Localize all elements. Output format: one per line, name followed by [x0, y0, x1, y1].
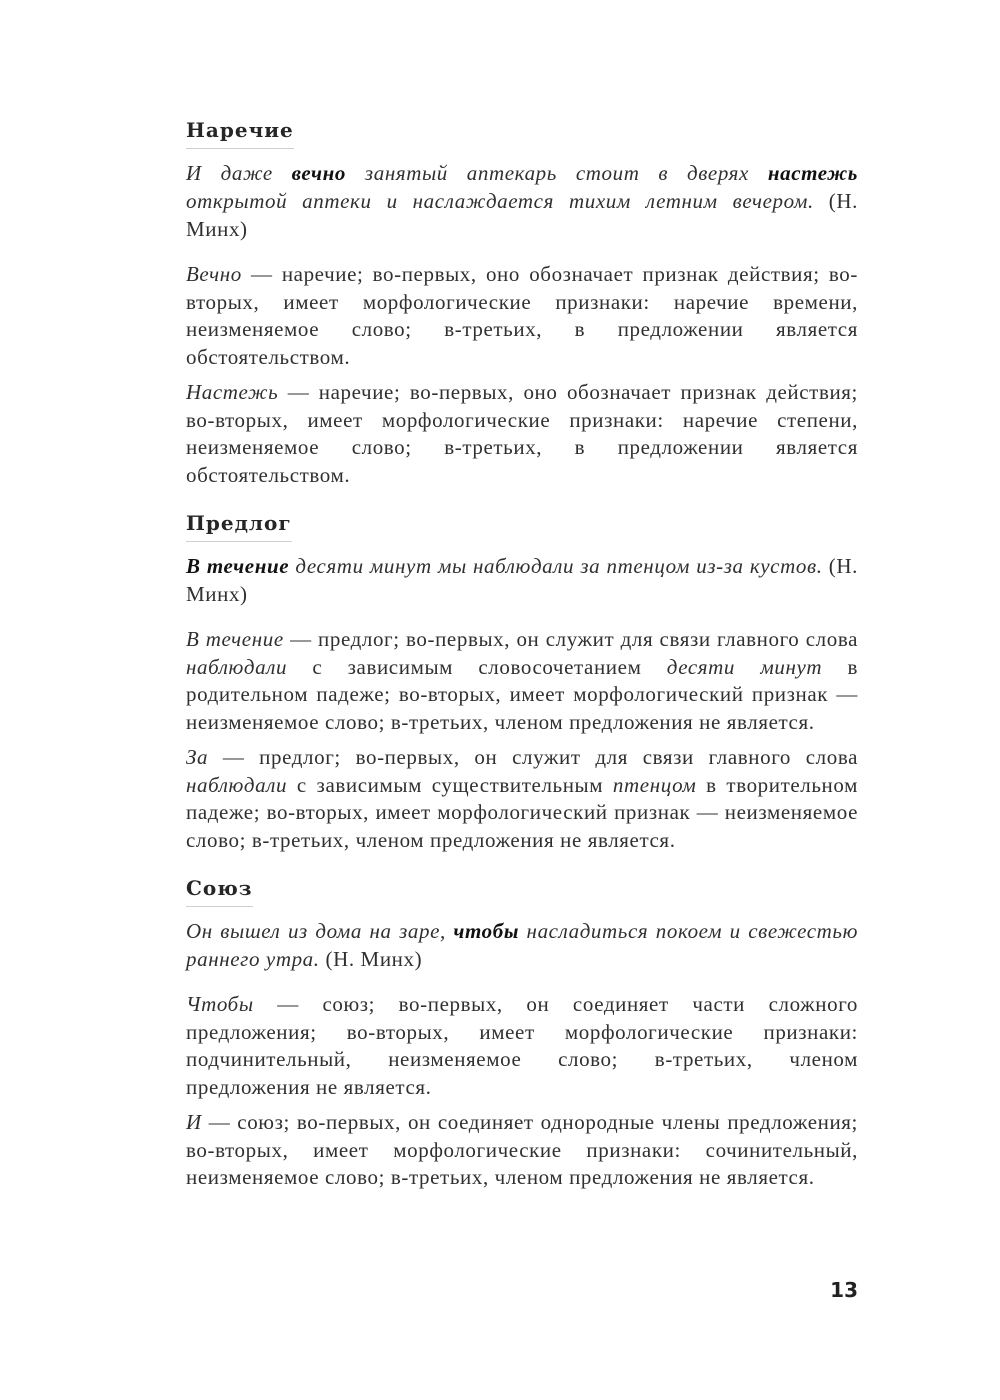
analysis-text: — союз; во-первых, он соединяет однородные члены предложения; во-вторых, имеет морфологические признаки: сочинительный, неизменяемое слово; в-третьих, членом предложения не является. — [186, 1110, 858, 1189]
analysis-term: Вечно — [186, 262, 242, 286]
example-highlight: вечно — [291, 161, 347, 185]
analysis-term: Чтобы — [186, 992, 254, 1016]
analysis-text: с зависимым существительным — [287, 772, 613, 797]
analysis-italic: птенцом — [612, 772, 697, 797]
analysis-text: в творительном падеже; во-вторых, имеет морфологический признак — неизменяемое слово; в-третьих, членом предложения не является. — [186, 772, 858, 852]
example-text: насладиться покоем и свежестью раннего утра. — [186, 919, 858, 971]
example-highlight: настежь — [767, 161, 858, 185]
section-preposition — [186, 511, 858, 854]
section-heading: Союз — [186, 876, 253, 907]
section-heading: Предлог — [186, 511, 292, 542]
analysis-term: Настежь — [186, 380, 279, 404]
example-text: десяти минут мы наблюдали за птенцом из-за кустов. — [289, 554, 823, 578]
analysis-italic: десяти минут — [666, 654, 823, 679]
page-content — [186, 118, 858, 1214]
example-sentence — [186, 159, 858, 243]
analysis-text: — наречие; во-первых, оно обозначает признак действия; во-вторых, имеет морфологические признаки: наречие степени, неизменяемое слово; в-третьих, в предложении является обстоятельством. — [186, 380, 858, 487]
example-source: (Н. Минх) — [319, 947, 423, 971]
example-source: (Н. Минх) — [186, 189, 858, 241]
section-conjunction — [186, 876, 858, 1192]
analysis-text: с зависимым словосочетанием — [287, 654, 667, 679]
analysis-italic: наблюдали — [186, 654, 288, 679]
analysis-italic: наблюдали — [186, 772, 288, 797]
page-number: 13 — [830, 1278, 858, 1302]
example-text: Он вышел из дома на заре, — [186, 919, 454, 943]
analysis-paragraph — [186, 1109, 858, 1192]
analysis-text: в родительном падеже; во-вторых, имеет морфологический признак — неизменяемое слово; в-третьих, членом предложения не является. — [186, 654, 858, 734]
example-text: занятый аптекарь стоит в дверях — [346, 161, 768, 185]
analysis-term: В течение — [186, 627, 284, 651]
analysis-term: И — [186, 1110, 202, 1134]
example-sentence — [186, 917, 858, 973]
analysis-paragraph — [186, 626, 858, 736]
analysis-paragraph — [186, 991, 858, 1101]
example-highlight: В течение — [186, 554, 290, 578]
example-text: открытой аптеки и наслаждается тихим летним вечером. — [186, 189, 814, 213]
analysis-text: — предлог; во-первых, он служит для связи главного слова — [208, 745, 858, 769]
analysis-term: За — [186, 745, 209, 769]
section-heading: Наречие — [186, 118, 294, 149]
example-sentence — [186, 552, 858, 608]
analysis-text: — союз; во-первых, он соединяет части сложного предложения; во-вторых, имеет морфологические признаки: подчинительный, неизменяемое слово; в-третьих, членом предложения не является. — [186, 992, 858, 1099]
section-adverb — [186, 118, 858, 489]
example-text: И даже — [186, 161, 292, 185]
analysis-paragraph — [186, 744, 858, 854]
analysis-text: — наречие; во-первых, оно обозначает признак действия; во-вторых, имеет морфологические признаки: наречие времени, неизменяемое слово; в-третьих, в предложении является обстоятельством. — [186, 262, 858, 369]
analysis-paragraph — [186, 379, 858, 489]
example-highlight: чтобы — [453, 919, 520, 943]
example-source: (Н. Минх) — [186, 554, 858, 606]
analysis-paragraph — [186, 261, 858, 371]
analysis-text: — предлог; во-первых, он служит для связи главного слова — [283, 627, 858, 651]
